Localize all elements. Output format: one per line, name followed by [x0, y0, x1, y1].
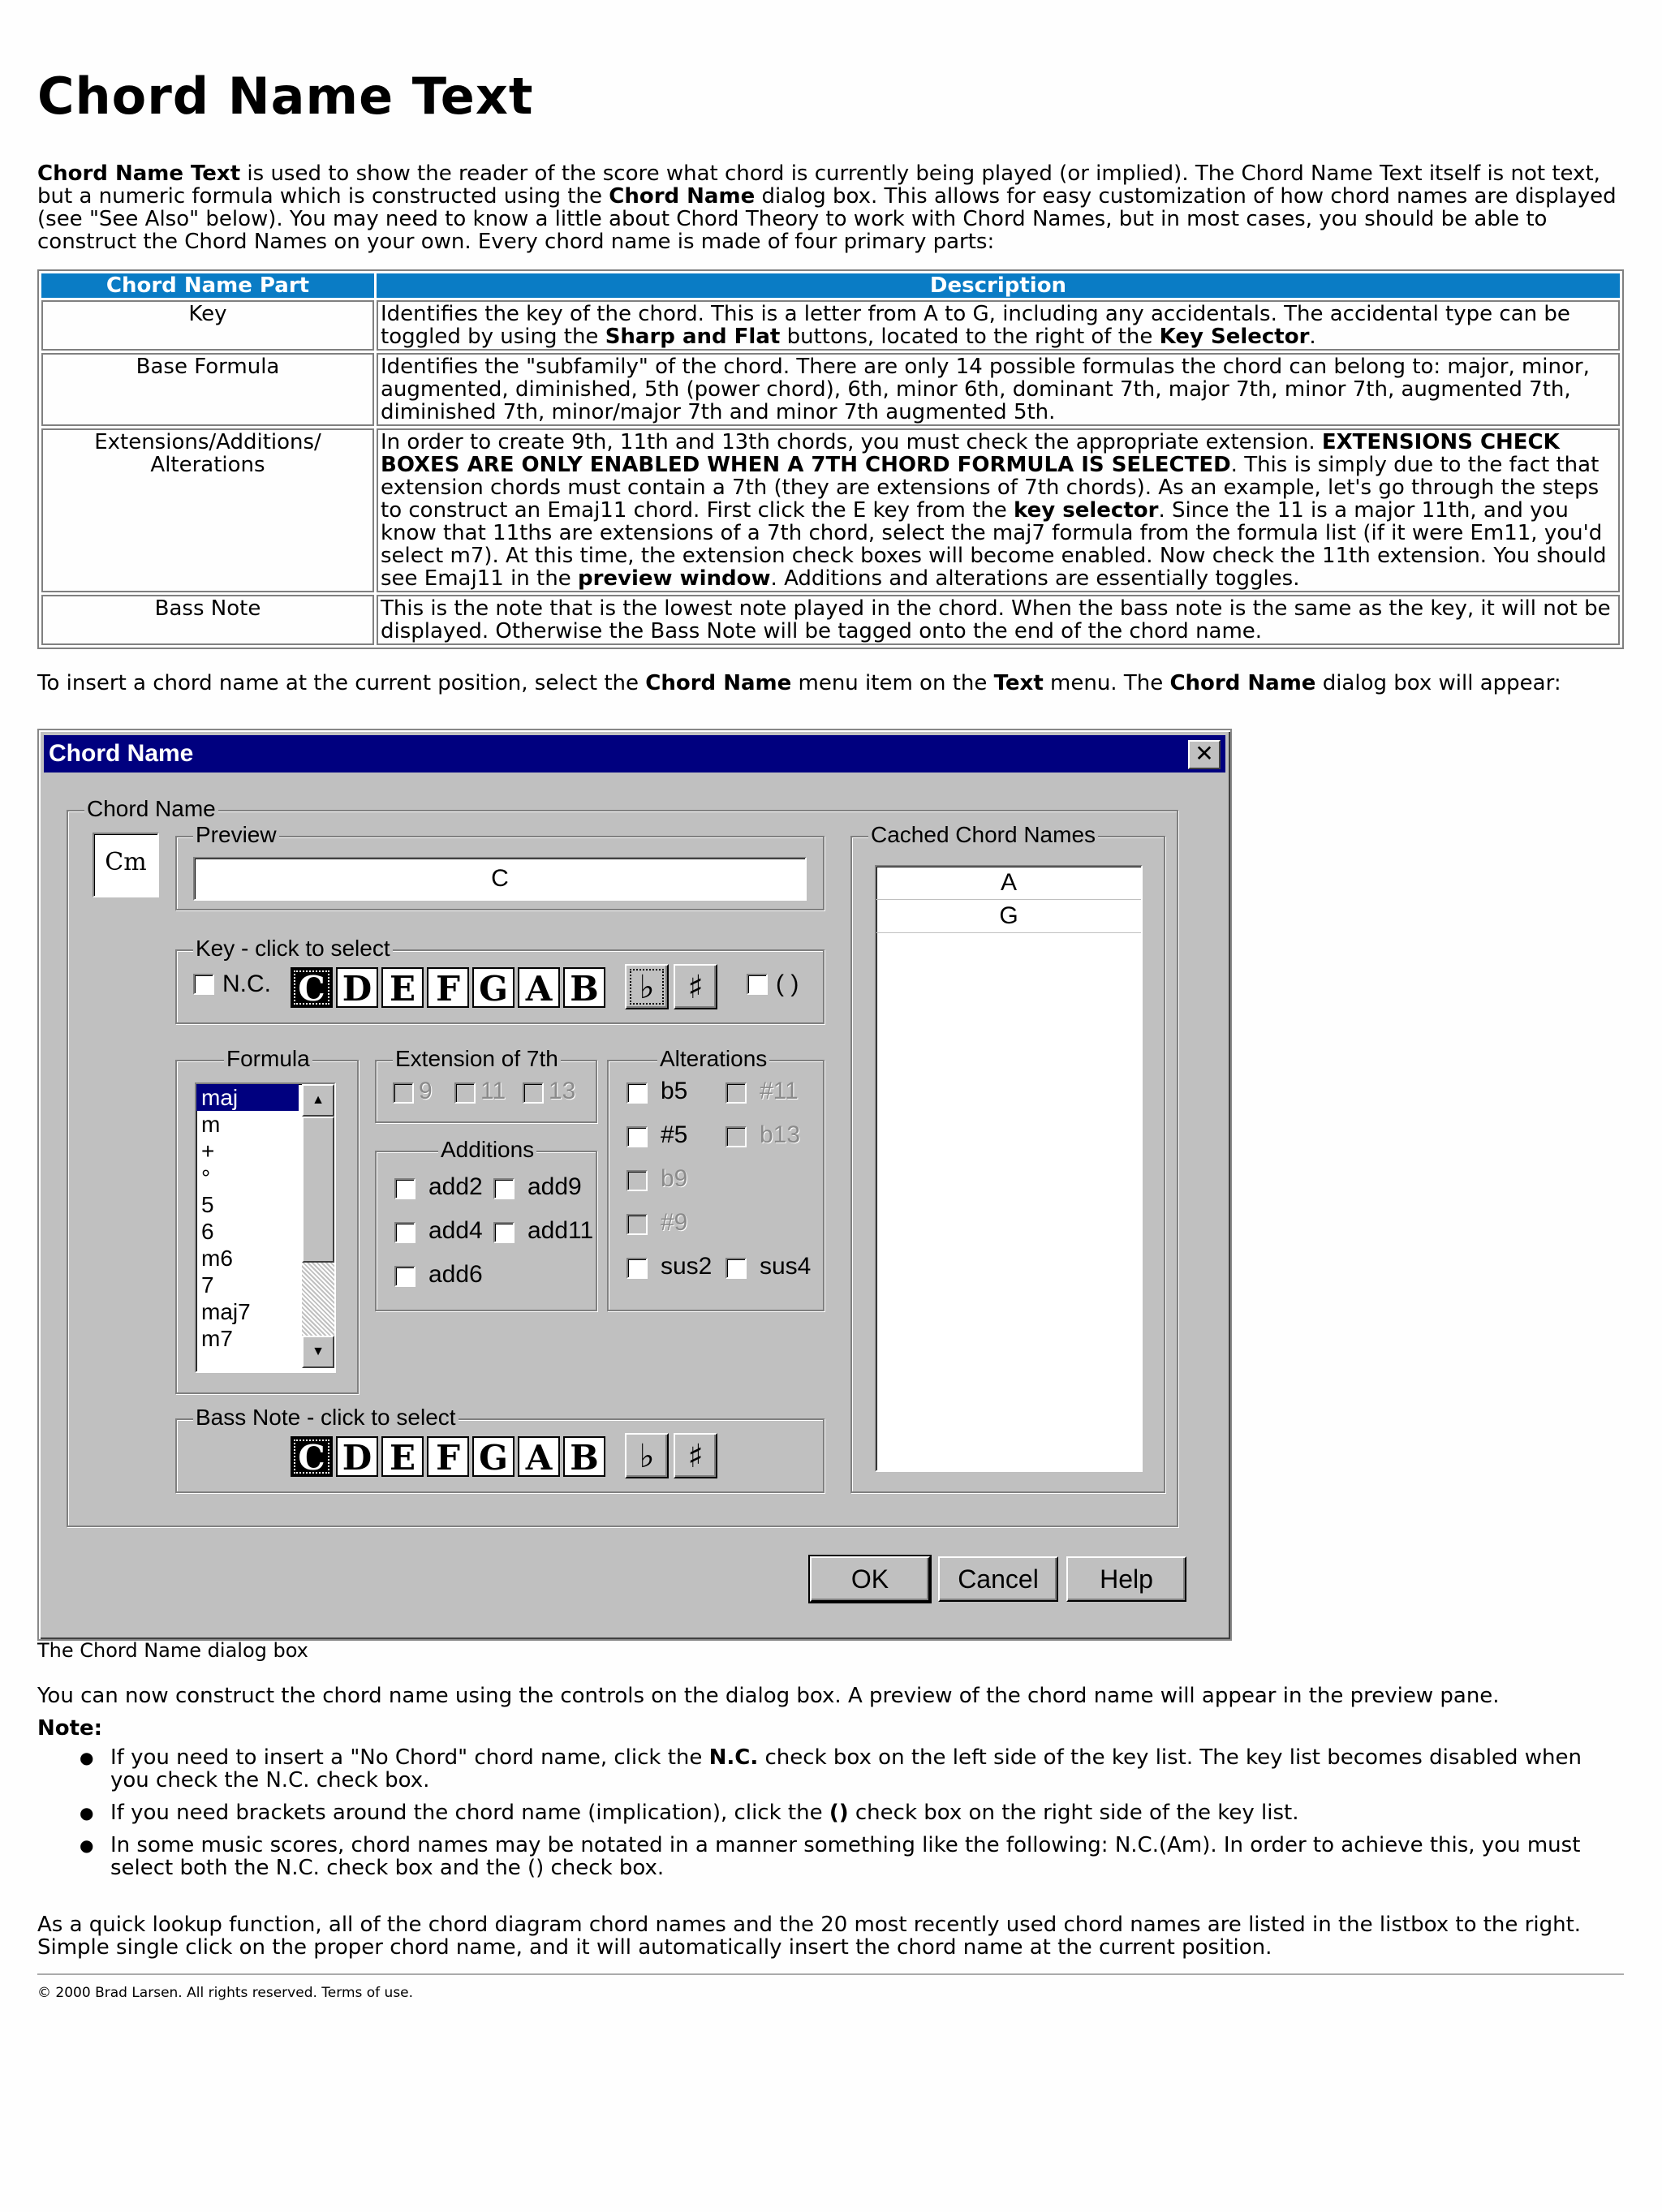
table-row [41, 300, 1620, 351]
extension-group [375, 1046, 597, 1123]
formula-item[interactable]: m [201, 1112, 221, 1137]
scroll-up-icon[interactable]: ▲ [302, 1084, 334, 1117]
bass-key-c-button[interactable]: C [291, 1436, 333, 1477]
table-cell-part: Extensions/Additions/ Alterations [41, 428, 374, 592]
add4-checkbox[interactable] [394, 1222, 416, 1243]
add2-checkbox[interactable] [394, 1178, 416, 1199]
formula-item[interactable]: 5 [201, 1192, 214, 1217]
key-selector [291, 967, 609, 1008]
bass-key-d-button[interactable]: D [336, 1436, 378, 1477]
bass-key-g-button[interactable]: G [472, 1436, 515, 1477]
chord-name-group-label: Chord Name [84, 797, 218, 821]
table-cell-description: This is the note that is the lowest note played in the chord. When the bass note is the same as the key, it will not be displayed. Otherwise the Bass Note will be tagged onto the end of the chord name. [377, 595, 1620, 645]
table-header-description: Description [377, 273, 1620, 298]
key-a-button[interactable]: A [518, 967, 560, 1008]
formula-items [196, 1084, 299, 1352]
sus2-checkbox[interactable] [626, 1258, 648, 1279]
chord-name-dialog [37, 729, 1232, 1641]
close-button[interactable]: ✕ [1188, 740, 1221, 769]
table-header-part: Chord Name Part [41, 273, 374, 298]
scroll-thumb[interactable] [302, 1117, 334, 1263]
ext-13-label: 13 [549, 1078, 576, 1104]
table-cell-part: Key [41, 300, 374, 351]
cancel-button[interactable]: Cancel [938, 1556, 1058, 1602]
table-cell-description: Identifies the "subfamily" of the chord. There are only 14 possible formulas the chord can belong to: major, minor, augmented, diminished, 5th (power chord), 6th, minor 6th, dominant 7th, major 7th, minor 7th, augmented 7th, diminished 7th, minor/major 7th and minor 7th augmented 5th. [377, 353, 1620, 426]
dialog-caption: The Chord Name dialog box [37, 1639, 308, 1662]
formula-item[interactable]: m7 [201, 1326, 233, 1351]
cached-chord-names-listbox[interactable] [875, 865, 1143, 1472]
key-g-button[interactable]: G [472, 967, 515, 1008]
sharp-button[interactable]: ♯ [674, 964, 717, 1009]
add2-label: add2 [428, 1173, 483, 1200]
formula-label: Formula [224, 1047, 312, 1071]
lookup-paragraph: As a quick lookup function, all of the chord diagram chord names and the 20 most recently used chord names are listed in the listbox to the right. Simple single click on the proper chord name, and it will automatically insert the chord name at the current position. [37, 1913, 1582, 1960]
notes-list [80, 1746, 1621, 1889]
intro-text-1: is used to show the reader of the score what chord is currently being played (or implied). The Chord Name Text itself is not text, but a numeric formula which is constructed using the [37, 161, 1600, 209]
nc-label: N.C. [222, 970, 271, 997]
table-cell-description: Identifies the key of the chord. This is a letter from A to G, including any accidentals. The accidental type can be toggled by using the Sharp and Flat buttons, located to the right of the Key Selector. [377, 300, 1620, 351]
key-selector-group [175, 936, 825, 1024]
cached-item[interactable]: G [876, 900, 1141, 933]
table-cell-part: Base Formula [41, 353, 374, 426]
dialog-titlebar [44, 735, 1225, 772]
ext-9-label: 9 [419, 1078, 433, 1104]
sus4-checkbox[interactable] [726, 1258, 747, 1279]
bass-sharp-button[interactable]: ♯ [674, 1433, 717, 1478]
key-selector-label: Key - click to select [193, 936, 393, 961]
ext-9-checkbox[interactable] [393, 1082, 414, 1104]
bass-key-e-button[interactable]: E [381, 1436, 424, 1477]
ext-13-checkbox[interactable] [523, 1082, 544, 1104]
alt-b13-checkbox[interactable] [726, 1126, 747, 1147]
formula-item[interactable]: ° [201, 1165, 211, 1190]
add4-label: add4 [428, 1217, 483, 1244]
alt-sharp11-checkbox[interactable] [726, 1082, 747, 1104]
alterations-group [607, 1046, 825, 1311]
preview-label: Preview [193, 823, 279, 847]
scroll-down-icon[interactable]: ▼ [302, 1336, 334, 1368]
table-row [41, 353, 1620, 426]
sus4-label: sus4 [760, 1253, 812, 1280]
bass-key-f-button[interactable]: F [427, 1436, 469, 1477]
add9-label: add9 [527, 1173, 582, 1200]
extension-label: Extension of 7th [393, 1047, 561, 1071]
note-label: Note: [37, 1716, 103, 1741]
additions-label: Additions [438, 1138, 536, 1162]
bass-flat-button[interactable]: ♭ [625, 1433, 669, 1478]
formula-item[interactable]: maj7 [201, 1299, 251, 1324]
alt-sharp9-checkbox[interactable] [626, 1214, 648, 1235]
formula-item[interactable]: 6 [201, 1219, 214, 1244]
formula-listbox[interactable] [195, 1082, 336, 1373]
bass-note-label: Bass Note - click to select [193, 1405, 459, 1430]
additions-group [375, 1137, 597, 1311]
footer-divider [37, 1973, 1624, 1975]
ext-11-checkbox[interactable] [454, 1082, 476, 1104]
preview-group [175, 822, 825, 910]
intro-text-2: dialog box. This allows for easy customization of how chord names are displayed (see "See Also" below). You may need to know a little about Chord Theory to work with Chord Names, but in most cases, you should be able to construct the Chord Names on your own. Every chord name is made of four primary parts: [37, 184, 1617, 254]
alt-b13-label: b13 [760, 1121, 801, 1148]
key-f-button[interactable]: F [427, 967, 469, 1008]
alt-b5-label: b5 [661, 1078, 688, 1104]
key-d-button[interactable]: D [336, 967, 378, 1008]
add11-checkbox[interactable] [493, 1222, 515, 1243]
add6-checkbox[interactable] [394, 1266, 416, 1287]
cached-chord-names-group [850, 822, 1165, 1493]
alt-b5-checkbox[interactable] [626, 1082, 648, 1104]
formula-group [175, 1046, 359, 1394]
table-row [41, 595, 1620, 645]
insert-paragraph: To insert a chord name at the current position, select the Chord Name menu item on the Text menu. The Chord Name dialog box will appear: [37, 671, 1561, 695]
table-row [41, 428, 1620, 592]
flat-button[interactable]: ♭ [625, 964, 669, 1009]
list-item: ● If you need to insert a "No Chord" chord name, click the N.C. check box on the left side of the key list. The key list becomes disabled when you check the N.C. check box. [80, 1746, 1621, 1792]
alt-sharp11-label: #11 [760, 1078, 799, 1104]
chord-icon: Cm [93, 833, 159, 897]
alt-b9-label: b9 [661, 1165, 688, 1192]
parentheses-checkbox[interactable] [747, 974, 768, 995]
key-e-button[interactable]: E [381, 967, 424, 1008]
alt-sharp5-checkbox[interactable] [626, 1126, 648, 1147]
parentheses-label: ( ) [776, 970, 799, 997]
bass-note-selector [291, 1436, 609, 1477]
bass-key-a-button[interactable]: A [518, 1436, 560, 1477]
ok-button[interactable]: OK [810, 1556, 930, 1602]
ext-11-label: 11 [480, 1078, 506, 1104]
intro-bold-2: Chord Name [609, 184, 756, 209]
add9-checkbox[interactable] [493, 1178, 515, 1199]
table-cell-description: In order to create 9th, 11th and 13th chords, you must check the appropriate extension. EXTENSIONS CHECK BOXES ARE ONLY ENABLED WHEN A 7TH CHORD FORMULA IS SELECTED. This is simply due to the fact that extension chords must contain a 7th (they are extensions of 7th chords). As an example, let's go through the steps to construct an Emaj11 chord. First click the E key from the key selector. Since the 11 is a major 11th, and you know that 11ths are extensions of a 7th chord, select the maj7 formula from the formula list (if it were Em11, you'd select m7). At this time, the extension check boxes will become enabled. Now check the 11th extension. You should see Emaj11 in the preview window. Additions and alterations are essentially toggles. [377, 428, 1620, 592]
formula-scrollbar[interactable] [302, 1084, 334, 1368]
after-paragraph: You can now construct the chord name using the controls on the dialog box. A preview of the chord name will appear in the preview pane. [37, 1684, 1500, 1708]
help-button[interactable]: Help [1066, 1556, 1186, 1602]
alterations-label: Alterations [657, 1047, 769, 1071]
sus2-label: sus2 [661, 1253, 713, 1280]
cached-item[interactable]: A [876, 867, 1141, 900]
chord-parts-table [37, 269, 1624, 649]
bass-key-b-button[interactable]: B [563, 1436, 605, 1477]
key-c-button[interactable]: C [291, 967, 333, 1008]
intro-bold-1: Chord Name Text [37, 161, 241, 186]
formula-item[interactable]: m6 [201, 1246, 233, 1271]
table-cell-part: Bass Note [41, 595, 374, 645]
preview-window: C [193, 857, 807, 901]
alt-sharp9-label: #9 [661, 1209, 688, 1236]
alt-b9-checkbox[interactable] [626, 1170, 648, 1191]
add11-label: add11 [527, 1217, 594, 1244]
table-header-row [41, 273, 1620, 298]
formula-item[interactable]: + [201, 1138, 215, 1164]
key-b-button[interactable]: B [563, 967, 605, 1008]
bass-note-group [175, 1405, 825, 1493]
list-item: ● In some music scores, chord names may be notated in a manner something like the following: N.C.(Am). In order to achieve this, you must select both the N.C. check box and the () check box. [80, 1834, 1621, 1879]
nc-checkbox[interactable] [193, 974, 214, 995]
page-title: Chord Name Text [37, 67, 534, 126]
intro-paragraph [37, 162, 1620, 253]
add6-label: add6 [428, 1261, 483, 1288]
copyright: © 2000 Brad Larsen. All rights reserved. Terms of use. [37, 1985, 414, 2001]
list-item: ● If you need brackets around the chord name (implication), click the () check box on the right side of the key list. [80, 1801, 1621, 1824]
formula-item[interactable]: 7 [201, 1272, 214, 1298]
dialog-title: Chord Name [49, 740, 194, 767]
chord-name-group [67, 796, 1178, 1527]
alt-sharp5-label: #5 [661, 1121, 688, 1148]
cached-chord-names-label: Cached Chord Names [868, 823, 1098, 847]
formula-item-selected[interactable]: maj [196, 1084, 299, 1111]
